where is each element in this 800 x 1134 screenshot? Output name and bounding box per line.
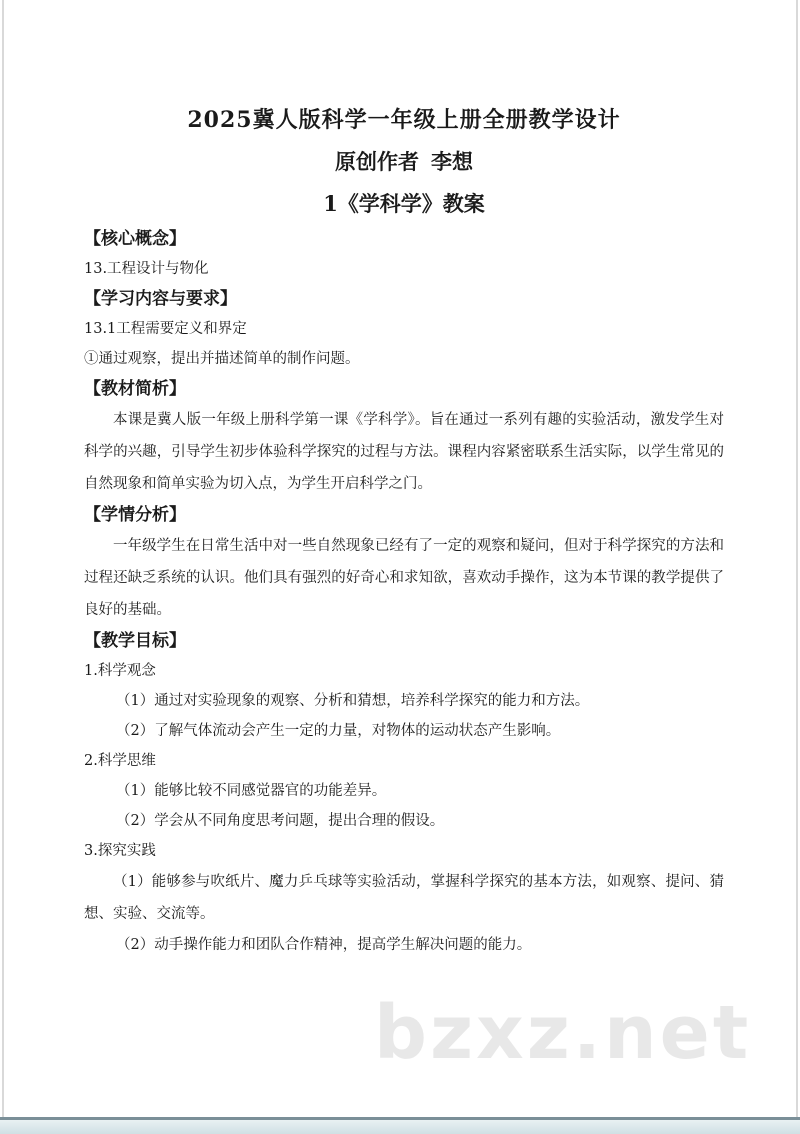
content-requirements-heading: 【学习内容与要求】: [84, 289, 237, 309]
content-requirements-line: ①通过观察，提出并描述简单的制作问题。: [84, 351, 360, 367]
document-page: [84, 100, 724, 960]
author-label: 原创作者: [335, 149, 419, 174]
student-analysis-heading: 【学情分析】: [84, 505, 186, 525]
right-edge-line: [796, 0, 798, 1134]
content-requirements-line: 13.1工程需要定义和界定: [84, 321, 247, 337]
bottom-page-band: [0, 1117, 800, 1134]
goal-item: （2）了解气体流动会产生一定的力量，对物体的运动状态产生影响。: [116, 723, 561, 739]
document-author: [84, 140, 724, 184]
document-title: 2025冀人版科学一年级上册全册教学设计: [187, 107, 621, 133]
goal-group-title: 2.科学思维: [84, 753, 156, 769]
goal-item: （1）能够比较不同感觉器官的功能差异。: [116, 783, 387, 799]
goal-item: （1）通过对实验现象的观察、分析和猜想，培养科学探究的能力和方法。: [116, 693, 590, 709]
goal-group-title: 3.探究实践: [84, 843, 156, 859]
author-name: 李想: [431, 149, 473, 174]
teaching-goals-heading: 【教学目标】: [84, 631, 186, 651]
student-analysis-paragraph: 一年级学生在日常生活中对一些自然现象已经有了一定的观察和疑问，但对于科学探究的方法和过程还缺乏系统的认识。他们具有强烈的好奇心和求知欲，喜欢动手操作，这为本节课的教学提供了良好的基础。: [84, 538, 724, 618]
watermark-text: bzxz.net: [374, 990, 752, 1076]
goal-group-title: 1.科学观念: [84, 663, 156, 679]
lesson-title: 1《学科学》教案: [323, 191, 485, 216]
goal-item: （2）学会从不同角度思考问题，提出合理的假设。: [116, 813, 445, 829]
core-concept-heading: 【核心概念】: [84, 229, 186, 249]
textbook-analysis-heading: 【教材简析】: [84, 379, 186, 399]
goal-item: （1）能够参与吹纸片、魔力乒乓球等实验活动，掌握科学探究的基本方法，如观察、提问、猜想、实验、交流等。: [84, 874, 724, 922]
goal-item: （2）动手操作能力和团队合作精神，提高学生解决问题的能力。: [116, 937, 532, 953]
textbook-analysis-paragraph: 本课是冀人版一年级上册科学第一课《学科学》。旨在通过一系列有趣的实验活动，激发学生对科学的兴趣，引导学生初步体验科学探究的过程与方法。课程内容紧密联系生活实际，以学生常见的自然现象和简单实验为切入点，为学生开启科学之门。: [84, 412, 724, 492]
core-concept-line: 13.工程设计与物化: [84, 261, 209, 277]
left-edge-line: [2, 0, 4, 1134]
